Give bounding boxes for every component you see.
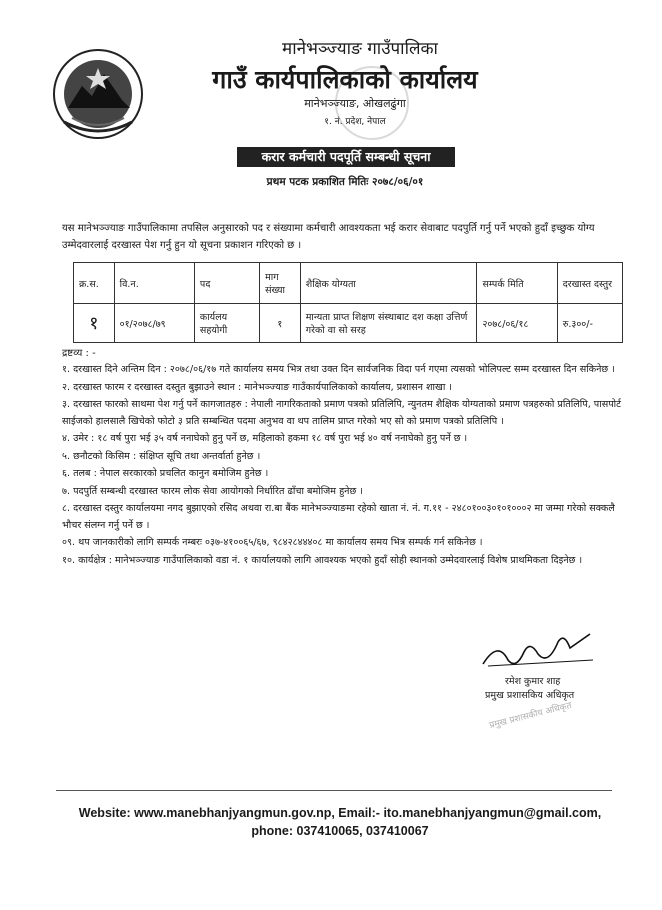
col-header: पद <box>194 263 259 304</box>
province-line: १. नं. प्रदेश, नेपाल <box>324 117 386 127</box>
notes-heading: द्रष्टव्य : - <box>62 348 96 359</box>
vacancy-table <box>73 262 623 343</box>
list-item: ८. दरखास्त दस्तुर कार्यालयमा नगद बुझाएको रसिद अथवा रा.बा बैंक मानेभञ्ज्याङमा रहेको खाता नं. नं. ग.११ - २४८०१००३०१०१०००२ मा जम्मा गरेको सक्कलै भौचर संलग्न गर्नु पर्ने छ । <box>62 503 615 531</box>
office-address: मानेभञ्ज्याङ, ओखलढुंगा <box>304 97 406 110</box>
signature-scribble <box>478 630 598 670</box>
table-cell: १ <box>74 304 115 343</box>
signatory-title: प्रमुख प्रशासकिय अधिकृत <box>485 690 575 701</box>
list-item: ४. उमेर : १८ वर्ष पुरा भई ३५ वर्ष ननाघेको हुनु पर्ने छ, महिलाको हकमा १८ वर्ष पुरा भई ४० वर्ष ननाघेको हुनु पर्ने छ । <box>62 433 468 444</box>
list-item: १०. कार्यक्षेत्र : मानेभञ्ज्याङ गाउँपालिकाको वडा नं. १ कार्यालयको लागि आवश्यक भएको हुदाँ सोही स्थानको उम्मेदवारलाई विशेष प्राथमिकता दिइनेछ । <box>62 554 583 566</box>
intro-paragraph: यस मानेभञ्ज्याङ गाउँपालिकामा तपसिल अनुसारको पद र संख्यामा कर्मचारी आवश्यकता भई करार सेवाबाट पदपुर्ति गर्नु पर्ने भएको हुदाँ इच्छुक योग्य उम्मेदवारलाई दरखास्त पेश गर्नु हुन यो सूचना प्रकाशन गरिएको छ । <box>62 223 595 251</box>
office-name: गाउँ कार्यपालिकाको कार्यालय <box>212 65 478 94</box>
col-header: शैक्षिक योग्यता <box>300 263 477 304</box>
table-cell: २०७८/०६/१८ <box>477 304 557 343</box>
notice-title: करार कर्मचारी पदपूर्ति सम्बन्धी सूचना <box>237 147 455 167</box>
list-item: १. दरखास्त दिने अन्तिम दिन : २०७८/०६/१७ गते कार्यालय समय भित्र तथा उक्त दिन सार्वजनिक विदा पर्न गएमा त्यसको भोलिपल्ट सम्म दरखास्त दिन सकिनेछ । <box>62 364 615 375</box>
municipality-name: मानेभञ्ज्याङ गाउँपालिका <box>282 39 438 59</box>
table-header-row <box>74 263 623 304</box>
list-item: ०९. थप जानकारीको लागि सम्पर्क नम्बरः ०३७-४१००६५/६७, ९८४२८४४४०८ मा कार्यालय समय भित्र सम्पर्क गर्न सकिनेछ । <box>62 537 483 548</box>
table-cell: रु.३००/- <box>557 304 622 343</box>
table-row <box>74 304 623 343</box>
footer-contact: Website: www.manebhanjyangmun.gov.np, Email:- ito.manebhanjyangmun@gmail.com, <box>78 806 602 820</box>
col-header: सम्पर्क मिति <box>477 263 557 304</box>
list-item: ७. पदपुर्ति सम्बन्धी दरखास्त फारम लोक सेवा आयोगको निर्धारित ढाँचा बमोजिम हुनेछ । <box>62 485 363 497</box>
table-cell: मान्यता प्राप्त शिक्षण संस्थाबाट दश कक्षा उत्तिर्ण गरेको वा सो सरह <box>300 304 477 343</box>
col-header: दरखास्त दस्तुर <box>557 263 622 304</box>
col-header: क्र.स. <box>74 263 115 304</box>
col-header: वि.न. <box>114 263 194 304</box>
list-item: ३. दरखास्त फारको साथमा पेश गर्नु पर्ने कागजातहरु : नेपाली नागरिकताको प्रमाण पत्रको प्रतिलिपि, न्युनतम शैक्षिक योग्यताको प्रमाण पत्रहरुको प्रतिलिपि, पासपोर्ट साईजको हालसालै खिचेको फोटो ३ प्रति सम्बन्धित पदमा अनुभव वा थप तालिम प्राप्त गरेको भए सो को प्रमाण पत्रको प्रतिलिपि । <box>62 399 621 427</box>
nepal-emblem-icon <box>52 48 144 140</box>
list-item: ६. तलब : नेपाल सरकारको प्रचलित कानुन बमोजिम हुनेछ । <box>62 468 269 479</box>
stamp-impression: प्रमुख प्रशासकीय अधिकृत <box>488 700 573 732</box>
table-cell: ०१/२०७८/७९ <box>114 304 194 343</box>
footer-phone: phone: 037410065, 037410067 <box>251 824 429 838</box>
published-date: प्रथम पटक प्रकाशित मितिः २०७८/०६/०१ <box>266 176 424 188</box>
col-header: माग संख्या <box>260 263 301 304</box>
footer-divider <box>56 790 612 791</box>
table-cell: कार्यलय सहयोगी <box>194 304 259 343</box>
table-cell: १ <box>260 304 301 343</box>
list-item: २. दरखास्त फारम र दरखास्त दस्तुत बुझाउने स्थान : मानेभञ्ज्याङ गाउँकार्यपालिकाको कार्यालय, प्रशासन शाखा । <box>62 381 453 393</box>
notes-list <box>62 362 628 570</box>
signatory-name: रमेश कुमार शाह <box>505 676 561 687</box>
list-item: ५. छनौटको किसिम : संक्षिप्त सूचि तथा अन्तर्वार्ता हुनेछ । <box>62 450 261 462</box>
